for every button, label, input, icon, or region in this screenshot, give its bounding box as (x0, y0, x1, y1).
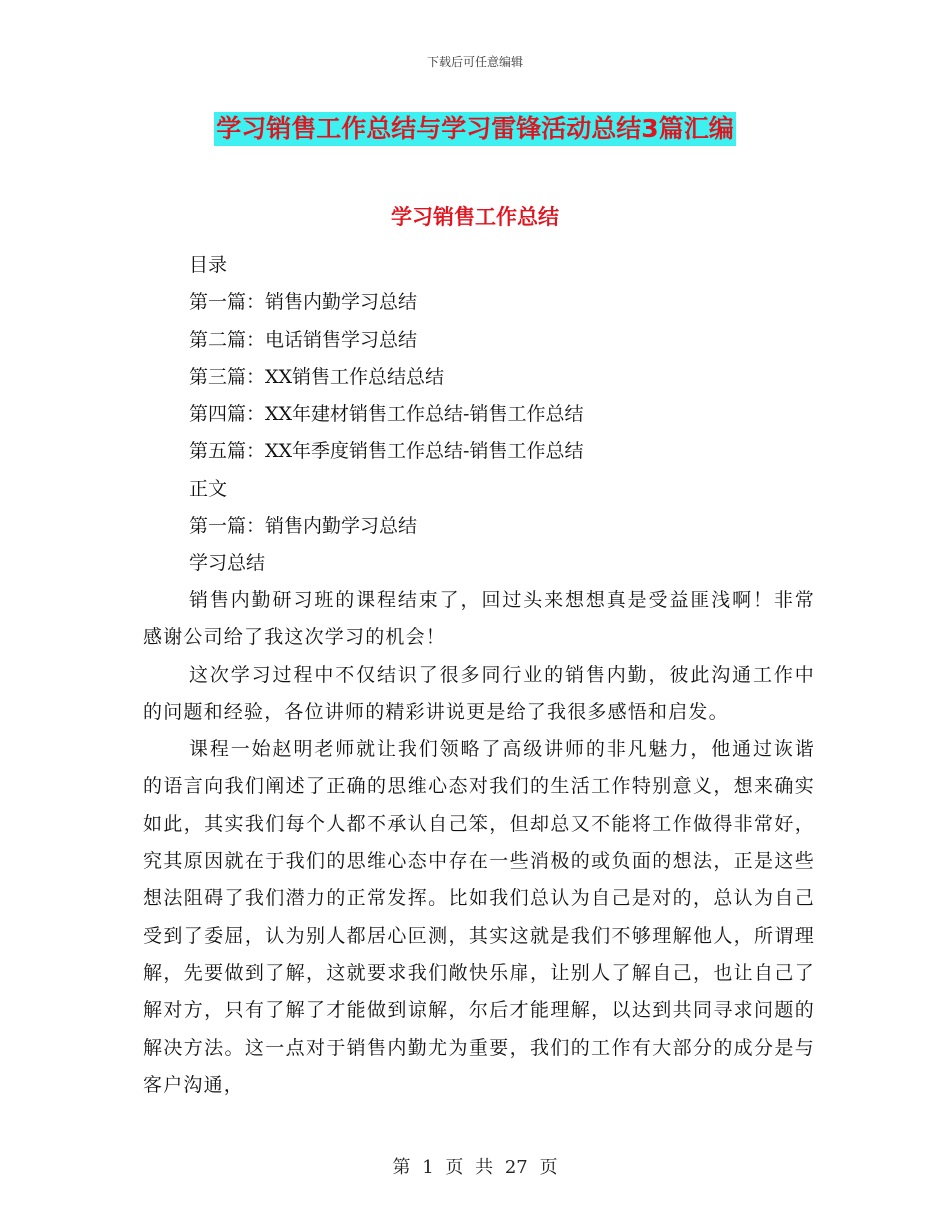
toc-item: 第二篇：电话销售学习总结 (189, 328, 418, 351)
body-heading: 正文 (189, 477, 228, 500)
main-title: 学习销售工作总结与学习雷锋活动总结3篇汇编 (214, 112, 735, 146)
toc-item: 第一篇：销售内勤学习总结 (189, 291, 418, 314)
main-title-wrap (0, 112, 950, 146)
table-of-contents (189, 247, 829, 583)
toc-item: 第四篇：XX年建材销售工作总结-销售工作总结 (189, 403, 584, 426)
body-text (143, 582, 815, 1104)
chapter-subheading: 学习总结 (189, 552, 266, 575)
section-title: 学习销售工作总结 (391, 205, 559, 229)
paragraph: 销售内勤研习班的课程结束了，回过头来想想真是受益匪浅啊！非常感谢公司给了我这次学习的机会！ (143, 589, 815, 649)
page-footer: 第 1 页 共 27 页 (392, 1157, 558, 1178)
toc-item: 第三篇：XX销售工作总结总结 (189, 365, 445, 388)
header-note: 下载后可任意编辑 (426, 55, 523, 69)
paragraph: 这次学习过程中不仅结识了很多同行业的销售内勤，彼此沟通工作中的问题和经验，各位讲师的精彩讲说更是给了我很多感悟和启发。 (143, 663, 815, 723)
toc-heading: 目录 (189, 254, 228, 276)
paragraph: 课程一始赵明老师就让我们领略了高级讲师的非凡魅力，他通过诙谐的语言向我们阐述了正确的思维心态对我们的生活工作特别意义，想来确实如此，其实我们每个人都不承认自己笨，但却总又不能将工作做得非常好，究其原因就在于我们的思维心态中存在一些消极的或负面的想法，正是这些想法阻碍了我们潜力的正常发挥。比如我们总认为自己是对的，总认为自己受到了委屈，认为别人都居心叵测，其实这就是我们不够理解他人，所谓理解，先要做到了解，这就要求我们敞快乐扉，让别人了解自己，也让自己了解对方，只有了解了才能做到谅解，尔后才能理解，以达到共同寻求问题的解决方法。这一点对于销售内勤尤为重要，我们的工作有大部分的成分是与客户沟通， (143, 738, 815, 1096)
toc-item: 第五篇：XX年季度销售工作总结-销售工作总结 (189, 440, 584, 463)
chapter-heading: 第一篇：销售内勤学习总结 (189, 515, 418, 538)
